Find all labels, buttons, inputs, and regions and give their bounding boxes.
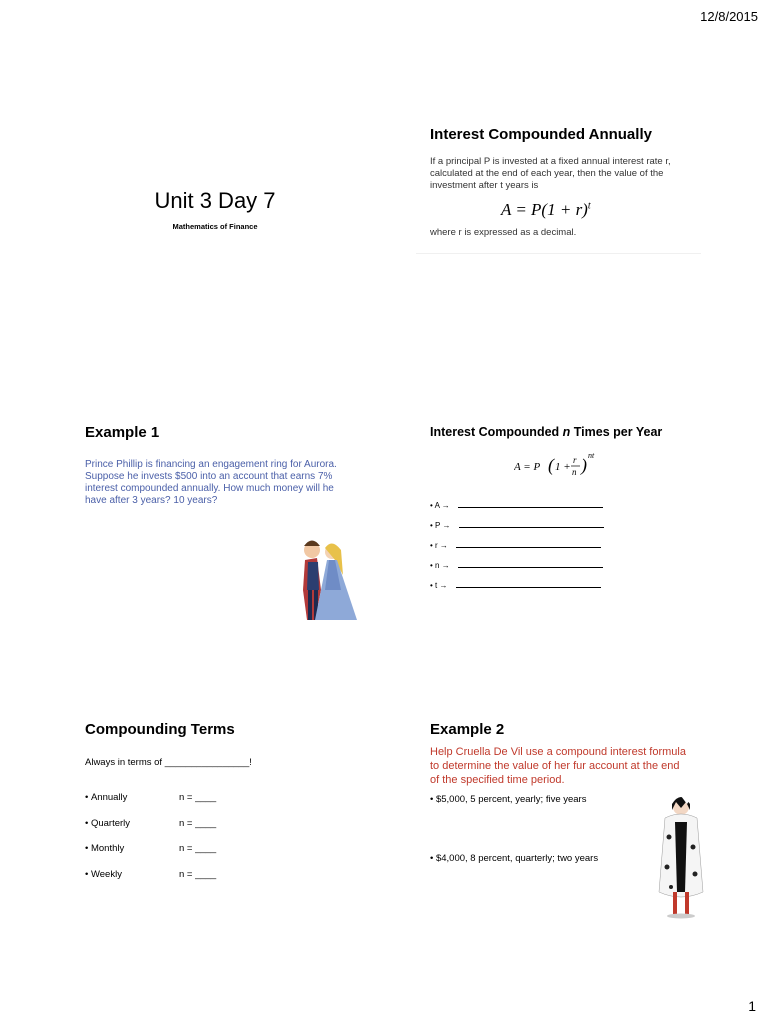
variable-row: • t → [430, 581, 604, 601]
slide-example-1 [70, 415, 360, 630]
slide-heading: Example 1 [85, 424, 160, 441]
slide-compounding-terms [70, 712, 360, 927]
variable-list [430, 501, 604, 601]
slide-heading: Example 2 [430, 721, 505, 738]
date-stamp: 12/8/2015 [700, 9, 758, 24]
problem-item: • $5,000, 5 percent, yearly; five years [430, 794, 587, 805]
lesson-title: Unit 3 Day 7 [154, 188, 276, 213]
svg-text:n: n [572, 467, 577, 477]
variable-row: • n → [430, 561, 604, 581]
svg-text:1 +: 1 + [555, 461, 571, 473]
prince-and-princess-illustration [285, 530, 365, 625]
svg-text:r: r [573, 455, 577, 465]
problem-item: • $4,000, 8 percent, quarterly; two years [430, 853, 599, 864]
svg-text:): ) [581, 455, 587, 475]
divider [416, 253, 701, 254]
slide-heading: Interest Compounded Annually [430, 126, 652, 143]
cruella-illustration [651, 792, 711, 922]
slide-heading: Interest Compounded n Times per Year [430, 425, 663, 439]
term-row: • Monthly n = ____ [85, 843, 217, 854]
definition-text: If a principal P is invested at a fixed annual interest rate r, calculated at the end of each year, then the value of the investment after t years is [430, 156, 671, 191]
variable-row: • r → [430, 541, 604, 561]
term-row: • Annually n = ____ [85, 792, 217, 803]
term-row: • Quarterly n = ____ [85, 817, 217, 829]
formula-note: where r is expressed as a decimal. [430, 227, 577, 238]
slide-title [70, 110, 360, 325]
variable-row: • A → [430, 501, 604, 521]
svg-text:(: ( [548, 455, 554, 475]
example-text: Prince Phillip is financing an engagement ring for Aurora. Suppose he invests $500 into an account that earns 7% interest compounded annually. How much money will he have after 3 years? 10 years? [85, 459, 337, 506]
always-text: Always in terms of ________________! [85, 757, 252, 768]
svg-text:A = P: A = P [514, 461, 541, 473]
slide-annual-interest [416, 110, 706, 325]
term-row: • Weekly n = ____ [85, 868, 217, 880]
page-number: 1 [748, 998, 756, 1014]
example-prompt: Help Cruella De Vil use a compound interest formula to determine the value of her fur account at the end of the specified time period. [430, 746, 686, 786]
annual-formula: $A = P(1 + r)^t$ [501, 200, 591, 219]
compound-formula [514, 450, 624, 480]
variable-row: • P → [430, 521, 604, 541]
slide-heading: Compounding Terms [85, 721, 235, 738]
slide-example-2 [416, 712, 706, 927]
slide-n-times-interest [416, 415, 706, 630]
terms-list [85, 792, 216, 894]
lesson-subtitle: Mathematics of Finance [172, 222, 258, 231]
svg-text:nt: nt [588, 451, 595, 460]
